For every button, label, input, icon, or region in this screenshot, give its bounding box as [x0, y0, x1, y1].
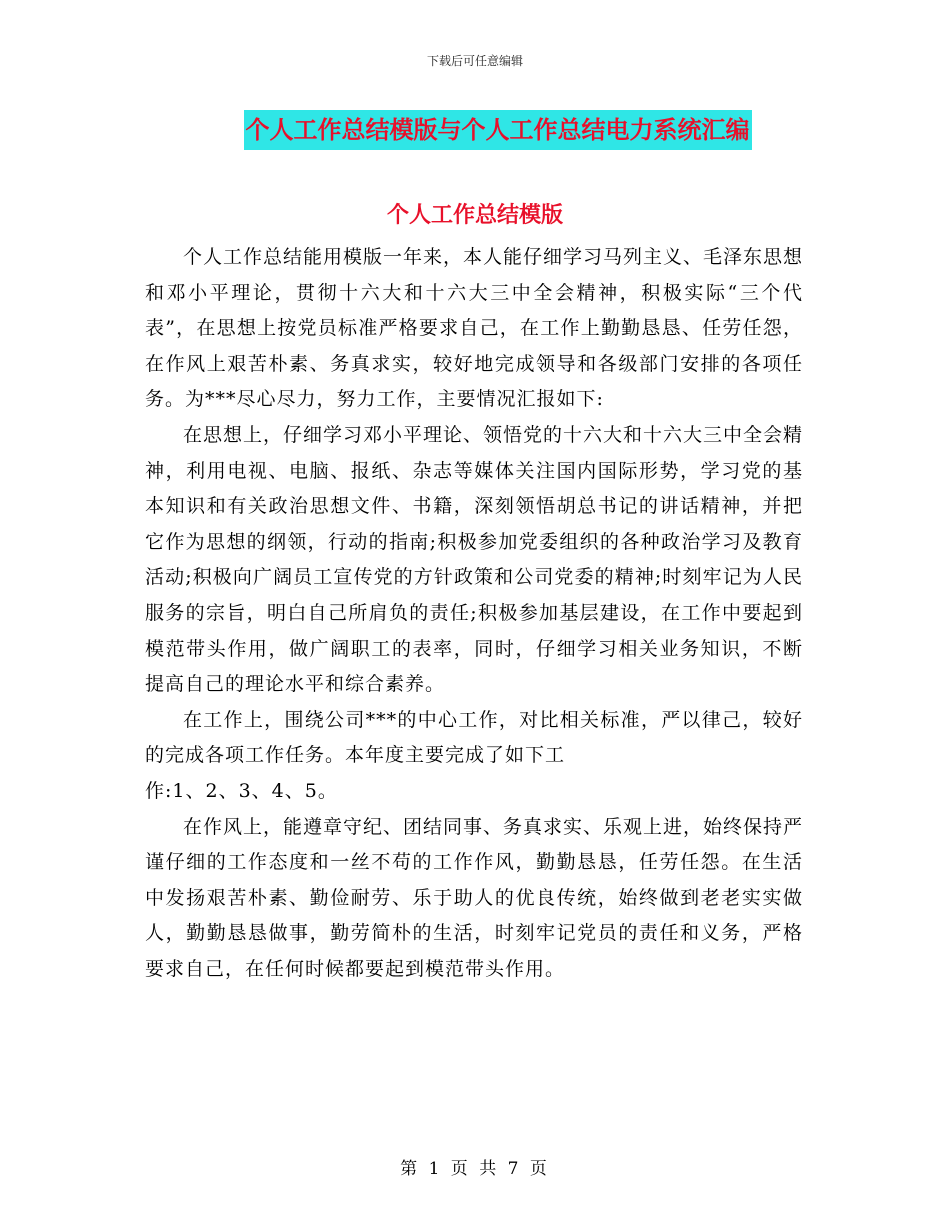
- paragraph-conduct: 在作风上，能遵章守纪、团结同事、务真求实、乐观上进，始终保持严谨仔细的工作态度和一丝不苟的工作作风，勤勤恳恳，任劳任怨。在生活中发扬艰苦朴素、勤俭耐劳、乐于助人的优良传统，始终做到老老实实做人，勤勤恳恳做事，勤劳简朴的生活，时刻牢记党员的责任和义务，严格要求自己，在任何时候都要起到模范带头作用。: [145, 815, 804, 980]
- page-number-footer: 第 1 页 共 7 页: [400, 1159, 550, 1179]
- section-title: 个人工作总结模版: [386, 203, 563, 228]
- document-title-container: [0, 110, 950, 150]
- paragraph-ideology: 在思想上，仔细学习邓小平理论、领悟党的十六大和十六大三中全会精神，利用电视、电脑、报纸、杂志等媒体关注国内国际形势，学习党的基本知识和有关政治思想文件、书籍，深刻领悟胡总书记的讲话精神，并把它作为思想的纲领，行动的指南;积极参加党委组织的各种政治学习及教育活动;积极向广阔员工宣传党的方针政策和公司党委的精神;时刻牢记为人民服务的宗旨，明白自己所肩负的责任;积极参加基层建设，在工作中要起到模范带头作用，做广阔职工的表率，同时，仔细学习相关业务知识，不断提高自己的理论水平和综合素养。: [145, 423, 804, 696]
- document-title: 个人工作总结模版与个人工作总结电力系统汇编: [244, 110, 752, 150]
- page-header-note: 下载后可任意编辑: [426, 54, 523, 68]
- paragraph-work-list: 作:1、2、3、4、5。: [145, 779, 338, 802]
- paragraph-intro: 个人工作总结能用模版一年来，本人能仔细学习马列主义、毛泽东思想和邓小平理论，贯彻十六大和十六大三中全会精神，积极实际“三个代表”，在思想上按党员标准严格要求自己，在工作上勤勤恳恳、任劳任怨，在作风上艰苦朴素、务真求实，较好地完成领导和各级部门安排的各项任务。为***尽心尽力，努力工作，主要情况汇报如下:: [145, 246, 804, 411]
- document-body: [145, 240, 803, 987]
- paragraph-work: 在工作上，围绕公司***的中心工作，对比相关标准，严以律己，较好的完成各项工作任务。本年度主要完成了如下工: [145, 708, 803, 767]
